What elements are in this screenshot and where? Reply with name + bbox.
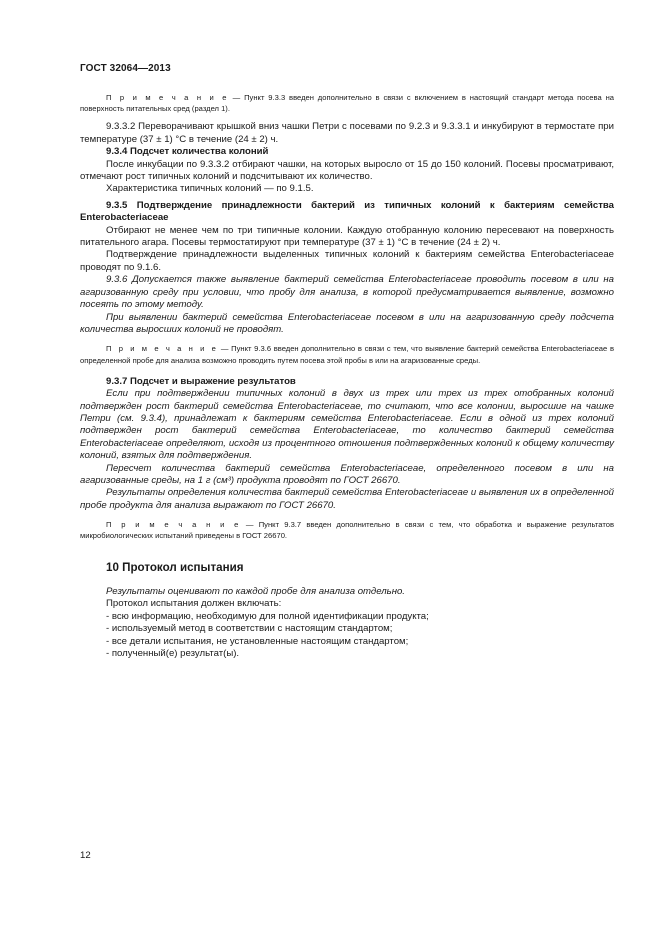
- paragraph-results-confirmation: Если при подтверждении типичных колоний в двух из трех или трех из трех отобранных колоний подтвержден рост бактерий семейства Enterobacteriaceae, то считают, что все колонии, выросшие на чашке Петри (см. 9.3.4), принадлежат к бактериям семейства Enterobacteriaceae. Если в одной из трех колоний подтвержден рост бактерий семейства Enterobacteriaceae, то количество бактерий семейства Enterobacteriaceae определяют, исходя из процентного отношения подтвержденных колоний к общему количеству колоний, взятых для подтверждения.: [80, 388, 614, 462]
- page-number: 12: [80, 850, 91, 861]
- paragraph-colony-count: После инкубации по 9.3.3.2 отбирают чашки, на которых выросло от 15 до 150 колоний. Посевы просматривают, отмечают рост типичных колоний и подсчитывают их количество.: [80, 158, 614, 183]
- heading-9-3-4: 9.3.4 Подсчет количества колоний: [106, 146, 269, 158]
- note-9-3-7: П р и м е ч а н и е — Пункт 9.3.7 введен дополнительно в связи с тем, что обработка и выражение результатов микробиологических испытаний приведены в ГОСТ 26670.: [80, 520, 614, 541]
- note-9-3-6: П р и м е ч а н и е — Пункт 9.3.6 введен дополнительно в связи с тем, что выявление бактерий семейства Enterobacteriaceae в определенной пробе для анализа возможно проводить путем посева этой пробы в или на агаризованные среды.: [80, 344, 614, 365]
- paragraph-recalculation: Пересчет количества бактерий семейства Enterobacteriaceae, определенного посевом в или на агаризованные среды, на 1 г (см³) продукта проводят по ГОСТ 26670.: [80, 462, 614, 486]
- paragraph-protocol-intro: Протокол испытания должен включать:: [106, 598, 282, 610]
- section-10-title: 10 Протокол испытания: [106, 560, 244, 574]
- list-item: - всю информацию, необходимую для полной идентификации продукта;: [106, 610, 429, 622]
- list-item: - полученный(е) результат(ы).: [106, 648, 240, 660]
- document-header: ГОСТ 32064—2013: [80, 63, 171, 74]
- heading-9-3-5: 9.3.5 Подтверждение принадлежности бактерий из типичных колоний к бактериям семейства Enterobacteriaceae: [80, 199, 614, 224]
- heading-9-3-7: 9.3.7 Подсчет и выражение результатов: [106, 375, 296, 387]
- paragraph-evaluate: Результаты оценивают по каждой пробе для анализа отдельно.: [106, 586, 405, 597]
- paragraph-9-3-3-2: 9.3.3.2 Переворачивают крышкой вниз чашки Петри с посевами по 9.2.3 и 9.3.3.1 и инкубируют в термостате при температуре (37 ± 1) °С в течение (24 ± 2) ч.: [80, 121, 614, 145]
- list-item: - используемый метод в соответствии с настоящим стандартом;: [106, 623, 393, 635]
- paragraph-confirmation: Подтверждение принадлежности выделенных типичных колоний к бактериям семейства Enterobacteriaceae проводят по 9.1.6.: [80, 249, 614, 273]
- paragraph-typical-colonies: Характеристика типичных колоний — по 9.1.5.: [106, 183, 314, 195]
- document-body: [80, 92, 614, 660]
- note-9-3-3: П р и м е ч а н и е — Пункт 9.3.3 введен дополнительно в связи с включением в настоящий стандарт метода посева на поверхность питательных сред (раздел 1).: [80, 93, 614, 114]
- paragraph-9-3-6: 9.3.6 Допускается также выявление бактерий семейства Enterobacteriaceae проводить посевом в или на агаризованную среду при условии, что пробу для анализа, в которой предусматривается выявление, возможно посеять по этому методу.: [80, 274, 614, 311]
- paragraph-no-count: При выявлении бактерий семейства Enterobacteriaceae посевом в или на агаризованную среду подсчета количества выросших колоний не проводят.: [80, 311, 614, 335]
- list-item: - все детали испытания, не установленные настоящим стандартом;: [106, 635, 409, 647]
- paragraph-results-expression: Результаты определения количества бактерий семейства Enterobacteriaceae и выявления их в определенной пробе продукта для анализа выражают по ГОСТ 26670.: [80, 487, 614, 511]
- paragraph-subculture: Отбирают не менее чем по три типичные колонии. Каждую отобранную колонию пересевают на поверхность питательного агара. Посевы термостатируют при температуре (37 ± 1) °С в течение (24 ± 2) ч.: [80, 224, 614, 249]
